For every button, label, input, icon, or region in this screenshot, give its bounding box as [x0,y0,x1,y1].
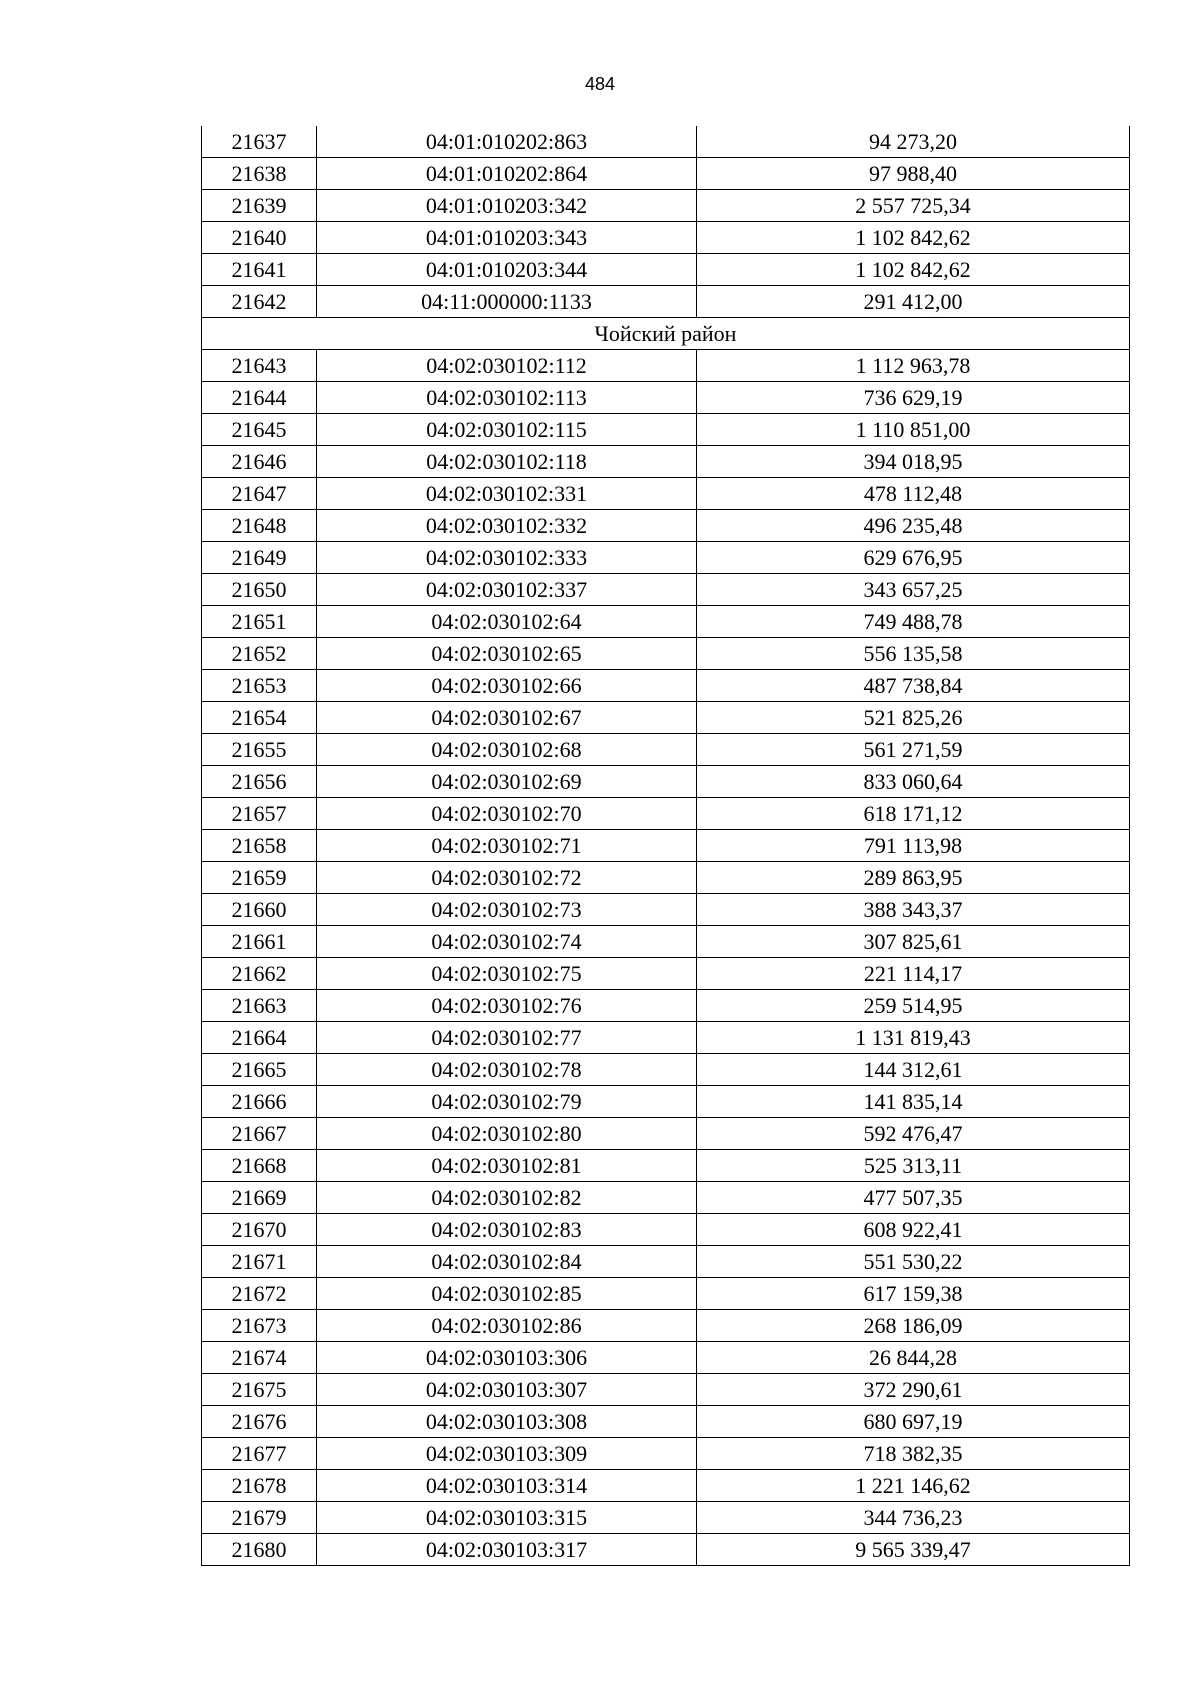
row-number: 21658 [202,830,317,862]
row-number: 21653 [202,670,317,702]
row-number: 21669 [202,1182,317,1214]
table-row [202,1534,1130,1566]
cadastral-number: 04:11:000000:1133 [317,286,697,318]
row-number: 21675 [202,1374,317,1406]
cadastral-value: 1 131 819,43 [697,1022,1130,1054]
row-number: 21638 [202,158,317,190]
cadastral-number: 04:02:030102:74 [317,926,697,958]
table-row [202,1246,1130,1278]
row-number: 21665 [202,1054,317,1086]
cadastral-number: 04:01:010202:863 [317,126,697,158]
row-number: 21645 [202,414,317,446]
table-row [202,126,1130,158]
cadastral-number: 04:02:030102:86 [317,1310,697,1342]
cadastral-value-table [201,126,1130,1566]
cadastral-value: 791 113,98 [697,830,1130,862]
table-row [202,286,1130,318]
table-row [202,158,1130,190]
cadastral-value: 26 844,28 [697,1342,1130,1374]
cadastral-value: 1 102 842,62 [697,254,1130,286]
cadastral-value: 97 988,40 [697,158,1130,190]
cadastral-value: 617 159,38 [697,1278,1130,1310]
cadastral-value: 718 382,35 [697,1438,1130,1470]
table-row [202,1278,1130,1310]
table-row [202,414,1130,446]
cadastral-number: 04:02:030102:66 [317,670,697,702]
cadastral-value: 388 343,37 [697,894,1130,926]
row-number: 21660 [202,894,317,926]
cadastral-number: 04:02:030102:333 [317,542,697,574]
cadastral-value: 561 271,59 [697,734,1130,766]
table-row [202,190,1130,222]
cadastral-value: 9 565 339,47 [697,1534,1130,1566]
cadastral-number: 04:02:030102:68 [317,734,697,766]
row-number: 21642 [202,286,317,318]
cadastral-value: 141 835,14 [697,1086,1130,1118]
row-number: 21680 [202,1534,317,1566]
row-number: 21666 [202,1086,317,1118]
table-row [202,1310,1130,1342]
table-row [202,830,1130,862]
table-row [202,1470,1130,1502]
row-number: 21667 [202,1118,317,1150]
cadastral-value: 556 135,58 [697,638,1130,670]
row-number: 21670 [202,1214,317,1246]
cadastral-number: 04:02:030102:337 [317,574,697,606]
row-number: 21641 [202,254,317,286]
cadastral-number: 04:02:030102:70 [317,798,697,830]
table-row [202,382,1130,414]
cadastral-number: 04:02:030103:314 [317,1470,697,1502]
cadastral-value: 749 488,78 [697,606,1130,638]
cadastral-value: 496 235,48 [697,510,1130,542]
row-number: 21662 [202,958,317,990]
cadastral-number: 04:02:030103:308 [317,1406,697,1438]
row-number: 21663 [202,990,317,1022]
row-number: 21651 [202,606,317,638]
row-number: 21657 [202,798,317,830]
row-number: 21654 [202,702,317,734]
cadastral-number: 04:02:030102:112 [317,350,697,382]
page-number: 484 [584,74,616,94]
row-number: 21673 [202,1310,317,1342]
cadastral-value: 521 825,26 [697,702,1130,734]
cadastral-number: 04:02:030103:306 [317,1342,697,1374]
table-row [202,958,1130,990]
table-row [202,254,1130,286]
cadastral-number: 04:02:030102:82 [317,1182,697,1214]
cadastral-number: 04:01:010203:343 [317,222,697,254]
table-row [202,1438,1130,1470]
cadastral-number: 04:02:030102:84 [317,1246,697,1278]
table-row [202,702,1130,734]
cadastral-number: 04:02:030102:85 [317,1278,697,1310]
table-row [202,734,1130,766]
cadastral-number: 04:02:030102:78 [317,1054,697,1086]
cadastral-number: 04:02:030102:64 [317,606,697,638]
cadastral-value: 478 112,48 [697,478,1130,510]
cadastral-value: 1 102 842,62 [697,222,1130,254]
cadastral-number: 04:02:030102:73 [317,894,697,926]
cadastral-number: 04:01:010203:344 [317,254,697,286]
cadastral-number: 04:02:030102:332 [317,510,697,542]
cadastral-number: 04:02:030102:65 [317,638,697,670]
cadastral-number: 04:02:030102:71 [317,830,697,862]
cadastral-value: 344 736,23 [697,1502,1130,1534]
cadastral-number: 04:02:030103:317 [317,1534,697,1566]
table-row [202,1182,1130,1214]
cadastral-value: 592 476,47 [697,1118,1130,1150]
table-row [202,1374,1130,1406]
table-row [202,1022,1130,1054]
row-number: 21677 [202,1438,317,1470]
table-row [202,574,1130,606]
cadastral-number: 04:02:030102:77 [317,1022,697,1054]
row-number: 21679 [202,1502,317,1534]
row-number: 21655 [202,734,317,766]
table-row [202,1086,1130,1118]
table-row [202,1342,1130,1374]
row-number: 21649 [202,542,317,574]
row-number: 21668 [202,1150,317,1182]
row-number: 21671 [202,1246,317,1278]
cadastral-value: 1 110 851,00 [697,414,1130,446]
cadastral-number: 04:02:030102:83 [317,1214,697,1246]
cadastral-value: 259 514,95 [697,990,1130,1022]
row-number: 21676 [202,1406,317,1438]
row-number: 21678 [202,1470,317,1502]
row-number: 21656 [202,766,317,798]
table-row [202,766,1130,798]
table-row [202,222,1130,254]
table-row [202,542,1130,574]
cadastral-value: 1 221 146,62 [697,1470,1130,1502]
cadastral-value: 307 825,61 [697,926,1130,958]
cadastral-value: 343 657,25 [697,574,1130,606]
table-row [202,606,1130,638]
cadastral-number: 04:02:030102:67 [317,702,697,734]
table-row [202,798,1130,830]
cadastral-value: 833 060,64 [697,766,1130,798]
cadastral-value: 618 171,12 [697,798,1130,830]
table-row [202,1214,1130,1246]
cadastral-value: 94 273,20 [697,126,1130,158]
cadastral-value: 289 863,95 [697,862,1130,894]
row-number: 21639 [202,190,317,222]
cadastral-number: 04:02:030102:72 [317,862,697,894]
cadastral-value: 221 114,17 [697,958,1130,990]
cadastral-value: 2 557 725,34 [697,190,1130,222]
row-number: 21643 [202,350,317,382]
table-row [202,1502,1130,1534]
table-row [202,638,1130,670]
row-number: 21637 [202,126,317,158]
cadastral-number: 04:02:030102:76 [317,990,697,1022]
cadastral-number: 04:01:010202:864 [317,158,697,190]
row-number: 21640 [202,222,317,254]
table-row [202,894,1130,926]
cadastral-number: 04:02:030102:81 [317,1150,697,1182]
cadastral-value: 608 922,41 [697,1214,1130,1246]
table-row [202,1054,1130,1086]
row-number: 21647 [202,478,317,510]
table-row [202,1406,1130,1438]
table-row [202,1150,1130,1182]
row-number: 21659 [202,862,317,894]
cadastral-value: 372 290,61 [697,1374,1130,1406]
table-row [202,478,1130,510]
cadastral-number: 04:02:030102:115 [317,414,697,446]
table-row [202,990,1130,1022]
cadastral-number: 04:02:030102:113 [317,382,697,414]
cadastral-number: 04:02:030102:79 [317,1086,697,1118]
cadastral-value: 680 697,19 [697,1406,1130,1438]
cadastral-number: 04:02:030102:118 [317,446,697,478]
cadastral-number: 04:02:030102:80 [317,1118,697,1150]
section-title: Чойский район [202,318,1130,350]
table-row [202,1118,1130,1150]
row-number: 21650 [202,574,317,606]
row-number: 21644 [202,382,317,414]
section-row [202,318,1130,350]
cadastral-value: 268 186,09 [697,1310,1130,1342]
table-row [202,350,1130,382]
row-number: 21652 [202,638,317,670]
cadastral-number: 04:02:030103:315 [317,1502,697,1534]
cadastral-value: 477 507,35 [697,1182,1130,1214]
row-number: 21664 [202,1022,317,1054]
table-row [202,510,1130,542]
cadastral-value: 525 313,11 [697,1150,1130,1182]
cadastral-number: 04:02:030102:69 [317,766,697,798]
table-row [202,862,1130,894]
cadastral-number: 04:02:030102:331 [317,478,697,510]
cadastral-number: 04:02:030103:307 [317,1374,697,1406]
cadastral-value: 144 312,61 [697,1054,1130,1086]
table-row [202,926,1130,958]
cadastral-value: 394 018,95 [697,446,1130,478]
cadastral-number: 04:01:010203:342 [317,190,697,222]
cadastral-value: 551 530,22 [697,1246,1130,1278]
cadastral-value: 487 738,84 [697,670,1130,702]
cadastral-number: 04:02:030102:75 [317,958,697,990]
table-row [202,670,1130,702]
row-number: 21674 [202,1342,317,1374]
table-row [202,446,1130,478]
cadastral-number: 04:02:030103:309 [317,1438,697,1470]
cadastral-value: 736 629,19 [697,382,1130,414]
row-number: 21646 [202,446,317,478]
cadastral-value: 1 112 963,78 [697,350,1130,382]
row-number: 21648 [202,510,317,542]
cadastral-value: 291 412,00 [697,286,1130,318]
row-number: 21661 [202,926,317,958]
table-body [202,126,1130,1566]
row-number: 21672 [202,1278,317,1310]
cadastral-value: 629 676,95 [697,542,1130,574]
